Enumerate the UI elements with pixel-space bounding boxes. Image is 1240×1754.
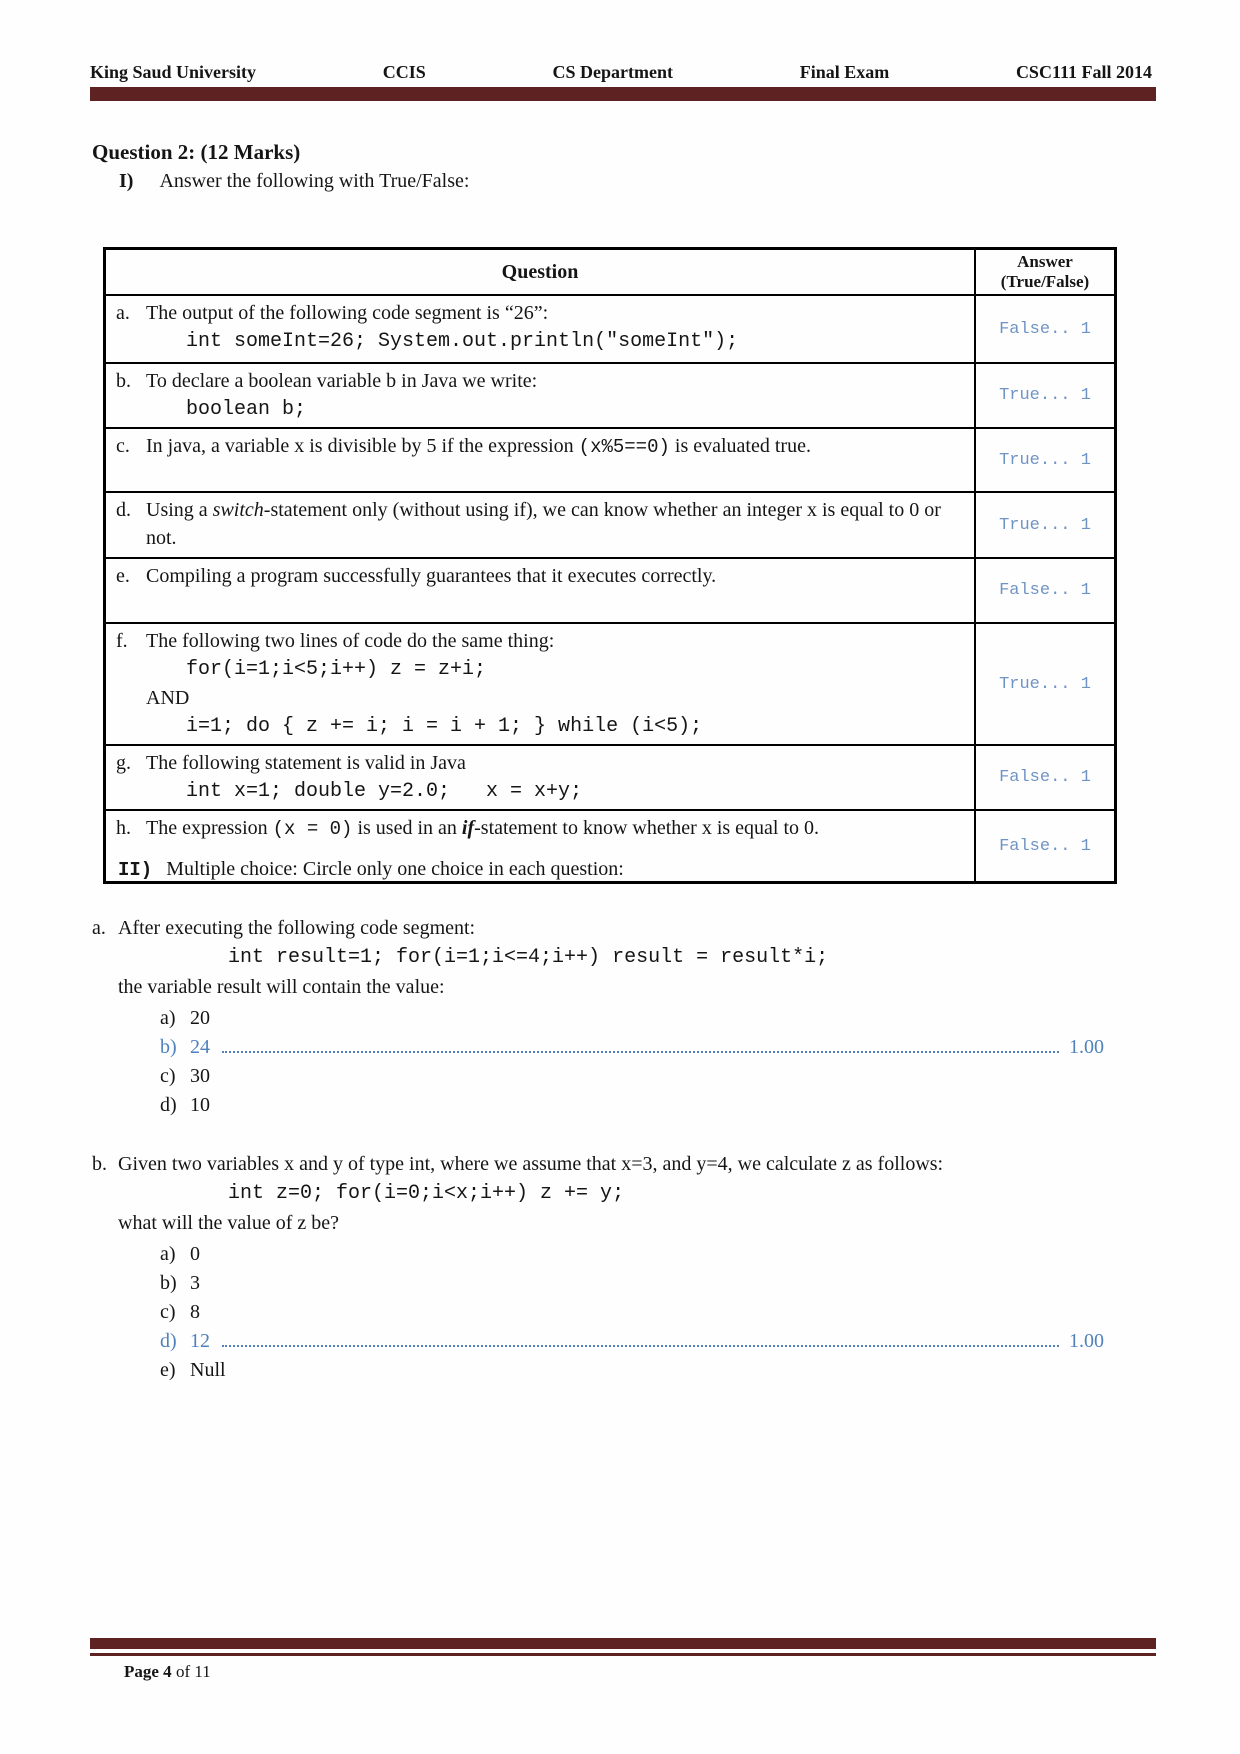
row-letter: d. bbox=[116, 499, 131, 521]
dotted-leader bbox=[222, 1345, 1059, 1347]
mcq-intro: Given two variables x and y of type int, where we assume that x=3, and y=4, we calculate z as follows: bbox=[118, 1153, 944, 1175]
mcq-section bbox=[92, 900, 1104, 1415]
code-line: boolean b; bbox=[186, 398, 307, 421]
text-segment: The expression bbox=[146, 817, 273, 839]
tf-row bbox=[105, 428, 1116, 492]
answer-header-line2: (True/False) bbox=[1000, 272, 1090, 291]
option-value: 8 bbox=[190, 1301, 200, 1323]
text-segment: -statement only (without using if), we can know whether an integer x is equal to 0 or not. bbox=[146, 499, 941, 549]
question-column-header: Question bbox=[105, 249, 976, 296]
text-segment: is used in an bbox=[352, 817, 462, 839]
part1-heading bbox=[119, 170, 469, 193]
text-segment: In java, a variable x is divisible by 5 if the expression bbox=[146, 435, 579, 457]
tf-answer-cell: False.. 1 bbox=[975, 745, 1116, 810]
mcq-letter: b. bbox=[92, 1153, 107, 1175]
text-segment: The output of the following code segment is “26”: bbox=[146, 302, 549, 324]
mcq-question bbox=[92, 1150, 1104, 1385]
row-letter: h. bbox=[116, 817, 131, 839]
tf-row bbox=[105, 745, 1116, 810]
question-text-line bbox=[146, 367, 966, 395]
tf-row bbox=[105, 295, 1116, 363]
page-number bbox=[124, 1662, 211, 1682]
code-line: for(i=1;i<5;i++) z = z+i; bbox=[186, 658, 487, 681]
option-value: 24 bbox=[190, 1036, 210, 1058]
text-segment: if bbox=[461, 817, 475, 839]
question-text-line bbox=[146, 684, 966, 712]
tf-row bbox=[105, 363, 1116, 428]
text-segment: Using a bbox=[146, 499, 213, 521]
mcq-outro: the variable result will contain the value: bbox=[118, 976, 445, 998]
part1-numeral: I) bbox=[119, 170, 134, 192]
tf-row bbox=[105, 492, 1116, 558]
mcq-option bbox=[160, 1033, 1104, 1062]
mcq-option bbox=[160, 1298, 1104, 1327]
mcq-options bbox=[160, 1004, 1104, 1120]
mcq-option bbox=[160, 1240, 1104, 1269]
tf-question-cell bbox=[105, 558, 976, 623]
mcq-intro: After executing the following code segment: bbox=[118, 917, 476, 939]
option-value: 10 bbox=[190, 1094, 210, 1116]
row-letter: a. bbox=[116, 302, 130, 324]
tf-answer-cell: False.. 1 bbox=[975, 558, 1116, 623]
code-line: i=1; do { z += i; i = i + 1; } while (i<5); bbox=[186, 715, 703, 738]
tf-row bbox=[105, 623, 1116, 745]
answer-column-header bbox=[975, 249, 1116, 296]
question-text-line bbox=[146, 814, 966, 843]
option-value: 0 bbox=[190, 1243, 200, 1265]
truefalse-table-body bbox=[105, 295, 1116, 883]
page-header bbox=[90, 62, 1152, 83]
mcq-option bbox=[160, 1327, 1104, 1356]
tf-question-cell bbox=[105, 492, 976, 558]
option-label: b) bbox=[160, 1036, 177, 1058]
part2-numeral: II) bbox=[118, 859, 153, 881]
tf-answer-cell: True... 1 bbox=[975, 428, 1116, 492]
part2-heading bbox=[118, 858, 624, 881]
row-letter: f. bbox=[116, 630, 128, 652]
part2-prompt: Multiple choice: Circle only one choice in each question: bbox=[166, 858, 624, 880]
text-segment: AND bbox=[146, 687, 190, 709]
truefalse-table bbox=[103, 247, 1117, 884]
tf-question-cell bbox=[105, 623, 976, 745]
text-segment: To declare a boolean variable b in Java we write: bbox=[146, 370, 538, 392]
option-mark: 1.00 bbox=[1069, 1036, 1104, 1058]
header-department: CS Department bbox=[552, 62, 673, 82]
mcq-option bbox=[160, 1004, 1104, 1033]
text-segment: Compiling a program successfully guarantees that it executes correctly. bbox=[146, 565, 717, 587]
tf-answer-cell: False.. 1 bbox=[975, 295, 1116, 363]
text-segment: The following statement is valid in Java bbox=[146, 752, 466, 774]
tf-answer-cell: False.. 1 bbox=[975, 810, 1116, 883]
question-text-line bbox=[146, 627, 966, 655]
question-text-line bbox=[146, 749, 966, 777]
option-label: c) bbox=[160, 1065, 176, 1087]
row-letter: b. bbox=[116, 370, 131, 392]
header-course-term: CSC111 Fall 2014 bbox=[1015, 62, 1152, 82]
mcq-option bbox=[160, 1269, 1104, 1298]
option-value: 3 bbox=[190, 1272, 200, 1294]
question-text-line bbox=[146, 299, 966, 327]
text-segment: switch bbox=[212, 499, 264, 521]
row-letter: g. bbox=[116, 752, 131, 774]
question2-title: Question 2: (12 Marks) bbox=[92, 140, 301, 164]
text-segment: is evaluated true. bbox=[669, 435, 811, 457]
mcq-option bbox=[160, 1062, 1104, 1091]
tf-question-cell bbox=[105, 363, 976, 428]
mcq-outro: what will the value of z be? bbox=[118, 1212, 340, 1234]
option-value: 12 bbox=[190, 1330, 210, 1352]
mcq-option bbox=[160, 1356, 1104, 1385]
question-text-line bbox=[146, 562, 966, 590]
tf-answer-cell: True... 1 bbox=[975, 492, 1116, 558]
option-value: Null bbox=[190, 1359, 226, 1381]
answer-header-line1: Answer bbox=[1017, 252, 1073, 271]
header-university: King Saud University bbox=[90, 62, 257, 82]
option-label: d) bbox=[160, 1094, 177, 1116]
option-value: 30 bbox=[190, 1065, 210, 1087]
mcq-letter: a. bbox=[92, 917, 106, 939]
page-number-rest: of 11 bbox=[171, 1662, 211, 1681]
text-segment: (x = 0) bbox=[272, 818, 353, 840]
option-label: a) bbox=[160, 1243, 176, 1265]
header-rule bbox=[90, 87, 1156, 101]
tf-question-cell bbox=[105, 745, 976, 810]
option-label: a) bbox=[160, 1007, 176, 1029]
dotted-leader bbox=[222, 1051, 1059, 1053]
header-exam-type: Final Exam bbox=[799, 62, 890, 82]
page-number-bold: Page 4 bbox=[124, 1662, 172, 1681]
mcq-code-line: int z=0; for(i=0;i<x;i++) z += y; bbox=[228, 1182, 625, 1205]
option-label: c) bbox=[160, 1301, 176, 1323]
part1-prompt: Answer the following with True/False: bbox=[159, 170, 470, 192]
option-label: b) bbox=[160, 1272, 177, 1294]
mcq-options bbox=[160, 1240, 1104, 1385]
text-segment: (x%5==0) bbox=[578, 436, 670, 458]
row-letter: e. bbox=[116, 565, 130, 587]
option-mark: 1.00 bbox=[1069, 1330, 1104, 1352]
mcq-option bbox=[160, 1091, 1104, 1120]
mcq-code-line: int result=1; for(i=1;i<=4;i++) result = result*i; bbox=[228, 946, 829, 969]
option-label: d) bbox=[160, 1330, 177, 1352]
option-label: e) bbox=[160, 1359, 176, 1381]
text-segment: The following two lines of code do the same thing: bbox=[146, 630, 555, 652]
tf-answer-cell: True... 1 bbox=[975, 623, 1116, 745]
tf-row bbox=[105, 558, 1116, 623]
option-value: 20 bbox=[190, 1007, 210, 1029]
code-line: int x=1; double y=2.0; x = x+y; bbox=[186, 780, 583, 803]
text-segment: -statement to know whether x is equal to 0. bbox=[474, 817, 820, 839]
footer-rule-thick bbox=[90, 1638, 1156, 1649]
table-header-row bbox=[105, 249, 1116, 296]
header-college: CCIS bbox=[382, 62, 426, 82]
question-text-line bbox=[146, 432, 966, 461]
question-text-line bbox=[146, 496, 966, 552]
mcq-question bbox=[92, 914, 1104, 1120]
footer-rule-thin bbox=[90, 1653, 1156, 1656]
tf-answer-cell: True... 1 bbox=[975, 363, 1116, 428]
tf-question-cell bbox=[105, 428, 976, 492]
truefalse-table-head bbox=[105, 249, 1116, 296]
tf-question-cell bbox=[105, 295, 976, 363]
row-letter: c. bbox=[116, 435, 130, 457]
code-line: int someInt=26; System.out.println("someInt"); bbox=[186, 330, 739, 353]
